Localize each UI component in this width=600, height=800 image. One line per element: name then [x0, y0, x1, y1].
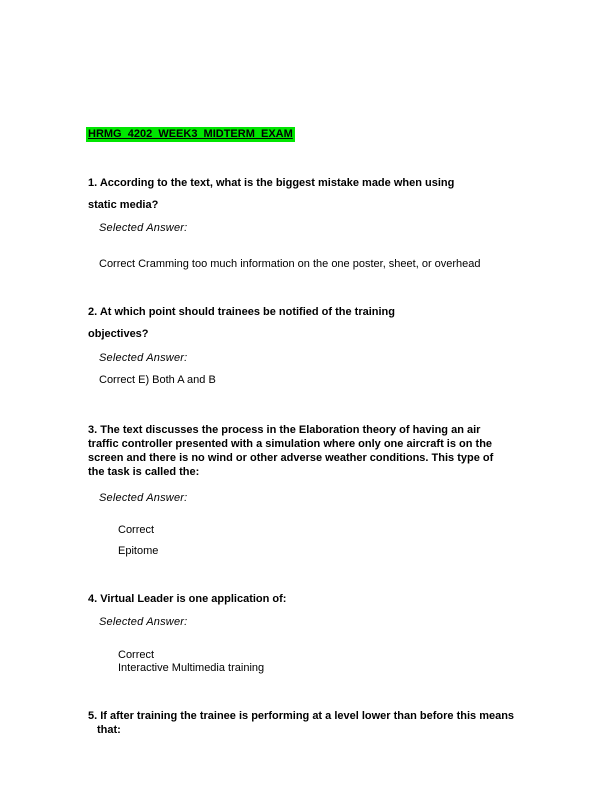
- question-3-answer-status: Correct: [118, 524, 155, 536]
- question-3-text-line-3: screen and there is no wind or other adverse weather conditions. This type of: [88, 452, 494, 464]
- question-4-answer: Interactive Multimedia training: [118, 662, 265, 674]
- question-1-answer: Correct Cramming too much information on the one poster, sheet, or overhead: [99, 258, 481, 270]
- question-3-text-line-4: the task is called the:: [88, 466, 200, 478]
- question-3-text-line-1: 3. The text discusses the process in the Elaboration theory of having an air: [88, 424, 481, 436]
- question-5-text-line-2: that:: [97, 724, 121, 736]
- question-1-text-line-1: 1. According to the text, what is the biggest mistake made when using: [88, 177, 455, 189]
- question-1-selected-answer-label: Selected Answer:: [99, 222, 188, 234]
- question-3-text-line-2: traffic controller presented with a simulation where only one aircraft is on the: [88, 438, 493, 450]
- question-2-selected-answer-label: Selected Answer:: [99, 352, 188, 364]
- question-3-answer: Epitome: [118, 545, 159, 557]
- question-2-answer: Correct E) Both A and B: [99, 374, 216, 386]
- question-4-selected-answer-label: Selected Answer:: [99, 616, 188, 628]
- question-2-text-line-1: 2. At which point should trainees be notified of the training: [88, 306, 395, 318]
- document-title: HRMG_4202_WEEK3_MIDTERM_EXAM: [88, 128, 293, 140]
- question-5-text-line-1: 5. If after training the trainee is performing at a level lower than before this means: [88, 710, 515, 722]
- question-3-selected-answer-label: Selected Answer:: [99, 492, 188, 504]
- question-4-text-line-1: 4. Virtual Leader is one application of:: [88, 593, 287, 605]
- question-1-text-line-2: static media?: [88, 199, 159, 211]
- question-4-answer-status: Correct: [118, 649, 155, 661]
- question-2-text-line-2: objectives?: [88, 328, 149, 340]
